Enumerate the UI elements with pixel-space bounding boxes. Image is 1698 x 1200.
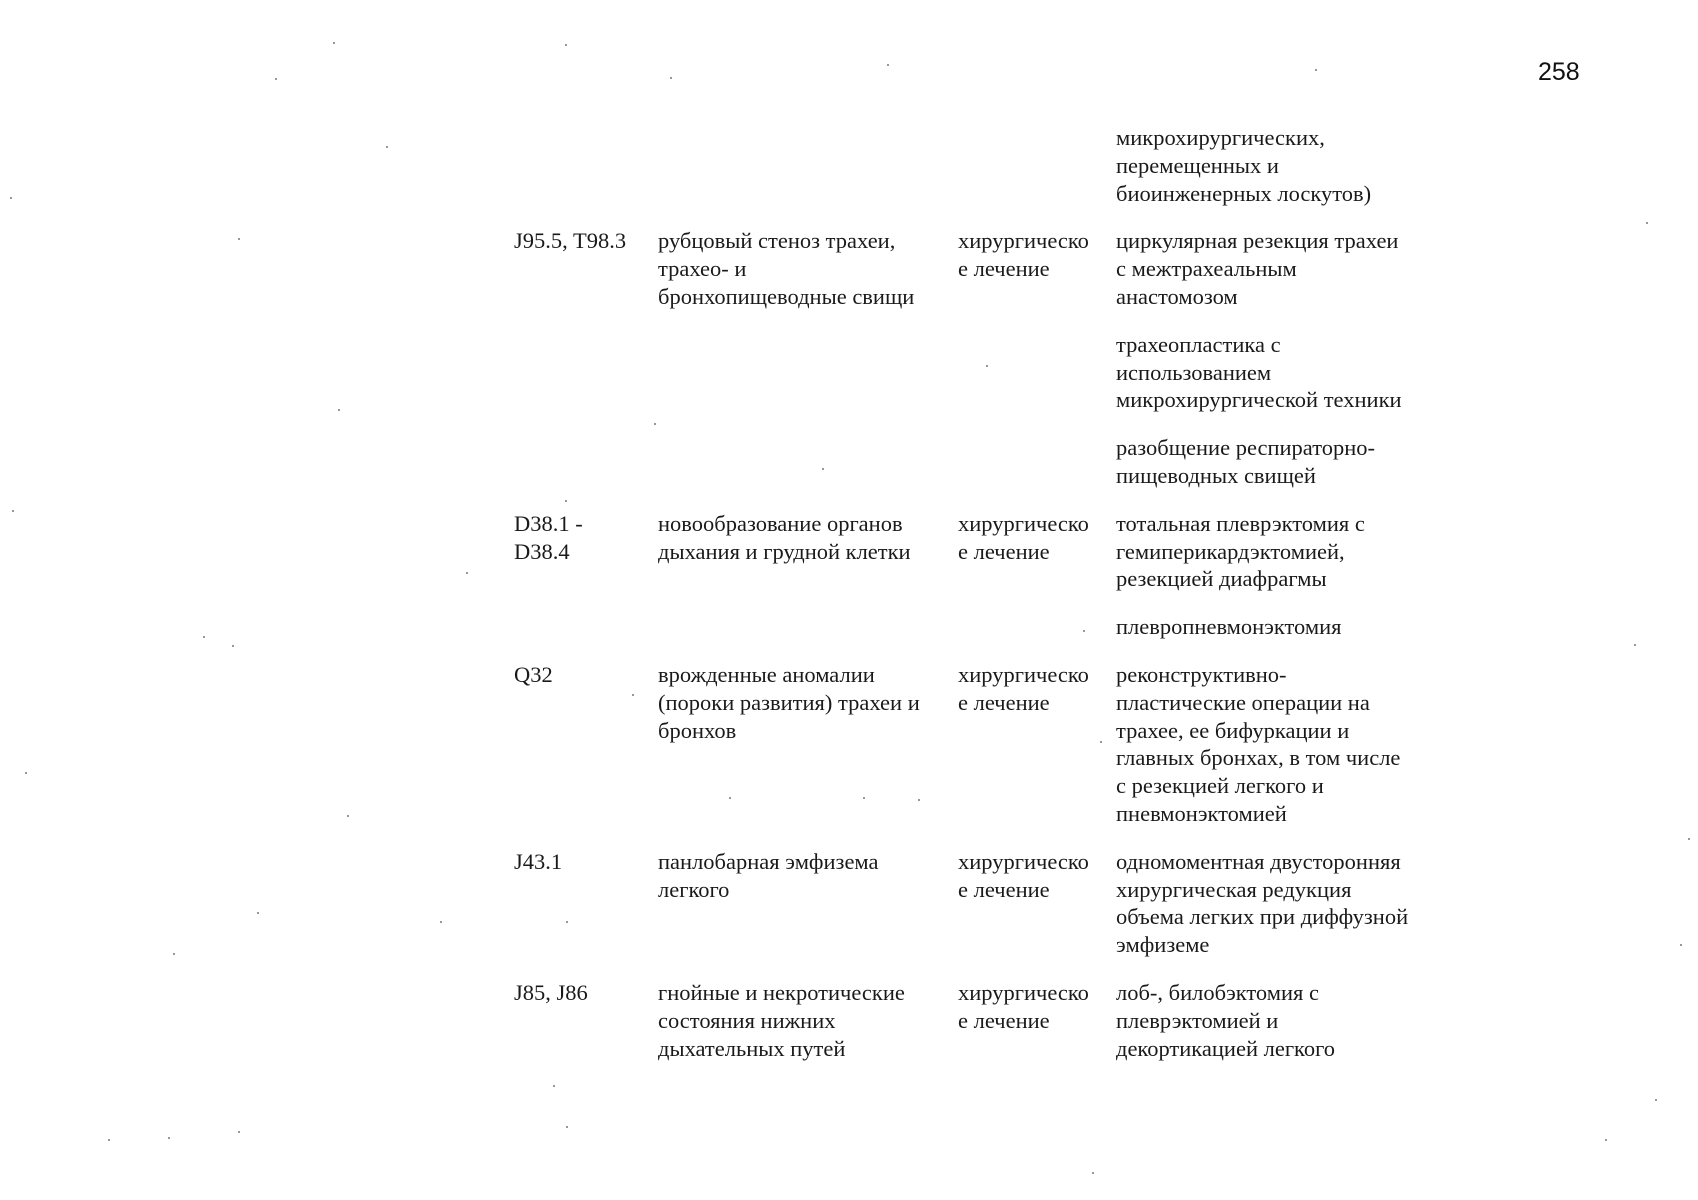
procedure-list — [1116, 979, 1456, 1062]
procedure-text: реконструктивно- пластические операции на трахее, ее бифуркации и главных бронхах, в том числе с резекцией легкого и пневмонэктомией — [1116, 661, 1401, 826]
diagnosis-code: J85, J86 — [514, 979, 588, 1005]
table-row — [514, 848, 1456, 959]
diagnosis-description: панлобарная эмфизема легкого — [658, 848, 879, 902]
procedure-list — [1116, 227, 1456, 489]
scan-speck — [1680, 944, 1682, 946]
treatment-type: хирургическо е лечение — [958, 979, 1089, 1033]
scan-speck — [632, 694, 634, 696]
diagnosis-description: гнойные и некротические состояния нижних дыхательных путей — [658, 979, 905, 1061]
scan-speck — [1605, 1139, 1607, 1141]
scan-speck — [108, 1139, 110, 1141]
scan-speck — [466, 572, 468, 574]
procedure-text: циркулярная резекция трахеи с межтрахеальным анастомозом — [1116, 228, 1399, 309]
procedure-text: трахеопластика с использованием микрохирургической техники — [1116, 331, 1402, 413]
procedure-list — [1116, 848, 1456, 959]
table-row-continuation — [514, 124, 1456, 207]
scan-speck — [1688, 838, 1690, 840]
procedure-text: тотальная плеврэктомия с гемиперикардэктомией, резекцией диафрагмы — [1116, 510, 1365, 592]
scan-speck — [670, 77, 672, 79]
scan-speck — [347, 815, 349, 817]
scan-speck — [440, 921, 442, 923]
scan-speck — [338, 409, 340, 411]
diagnosis-description: врожденные аномалии (пороки развития) трахеи и бронхов — [658, 661, 920, 743]
treatment-type: хирургическо е лечение — [958, 848, 1089, 902]
procedure-text: разобщение респираторно- пищеводных свищей — [1116, 435, 1376, 488]
diagnosis-code: J95.5, T98.3 — [514, 228, 627, 254]
table-row — [514, 661, 1456, 828]
scan-speck — [1315, 69, 1317, 71]
scan-speck — [654, 423, 656, 425]
scan-speck — [566, 921, 568, 923]
scan-speck — [887, 64, 889, 66]
scan-speck — [918, 799, 920, 801]
procedure-text: микрохирургических, перемещенных и биоинженерных лоскутов) — [1116, 125, 1372, 206]
treatment-type: хирургическо е лечение — [958, 661, 1089, 715]
table-row — [514, 979, 1456, 1062]
scan-speck — [238, 1131, 240, 1133]
scan-speck — [1092, 1172, 1094, 1174]
scan-speck — [986, 365, 988, 367]
scan-speck — [1646, 222, 1648, 224]
scan-speck — [386, 146, 388, 148]
scan-speck — [1634, 644, 1636, 646]
scan-speck — [1655, 1099, 1657, 1101]
procedure-list — [1116, 510, 1456, 641]
scan-speck — [232, 645, 234, 647]
scan-speck — [12, 510, 14, 512]
scan-speck — [25, 772, 27, 774]
scan-speck — [10, 197, 12, 199]
scan-speck — [168, 1137, 170, 1139]
procedures-table — [514, 124, 1456, 1082]
treatment-type: хирургическо е лечение — [958, 228, 1089, 282]
diagnosis-code: D38.1 - D38.4 — [514, 510, 583, 564]
scan-speck — [565, 44, 567, 46]
page-number: 258 — [1538, 58, 1580, 86]
scan-speck — [333, 42, 335, 44]
scan-speck — [566, 1126, 568, 1128]
diagnosis-description: рубцовый стеноз трахеи, трахео- и бронхопищеводные свищи — [658, 228, 915, 309]
scan-speck — [863, 797, 865, 799]
scan-speck — [238, 238, 240, 240]
scan-speck — [729, 797, 731, 799]
table-row — [514, 510, 1456, 641]
diagnosis-code: Q32 — [514, 661, 553, 687]
procedure-text: плевропневмонэктомия — [1116, 614, 1342, 640]
scan-speck — [1083, 630, 1085, 632]
scan-speck — [203, 636, 205, 638]
scan-speck — [553, 1085, 555, 1087]
scan-speck — [257, 912, 259, 914]
scan-speck — [275, 78, 277, 80]
diagnosis-description: новообразование органов дыхания и грудной клетки — [658, 510, 911, 564]
procedure-text: одномоментная двусторонняя хирургическая редукция объема легких при диффузной эмфиземе — [1116, 848, 1409, 958]
procedure-list — [1116, 661, 1456, 828]
scan-speck — [1100, 741, 1102, 743]
procedure-text: лоб-, билобэктомия с плеврэктомией и декортикацией легкого — [1116, 979, 1336, 1061]
scan-speck — [822, 468, 824, 470]
table-row — [514, 227, 1456, 489]
scan-speck — [565, 500, 567, 502]
treatment-type: хирургическо е лечение — [958, 510, 1089, 564]
diagnosis-code: J43.1 — [514, 848, 563, 874]
scan-speck — [173, 953, 175, 955]
